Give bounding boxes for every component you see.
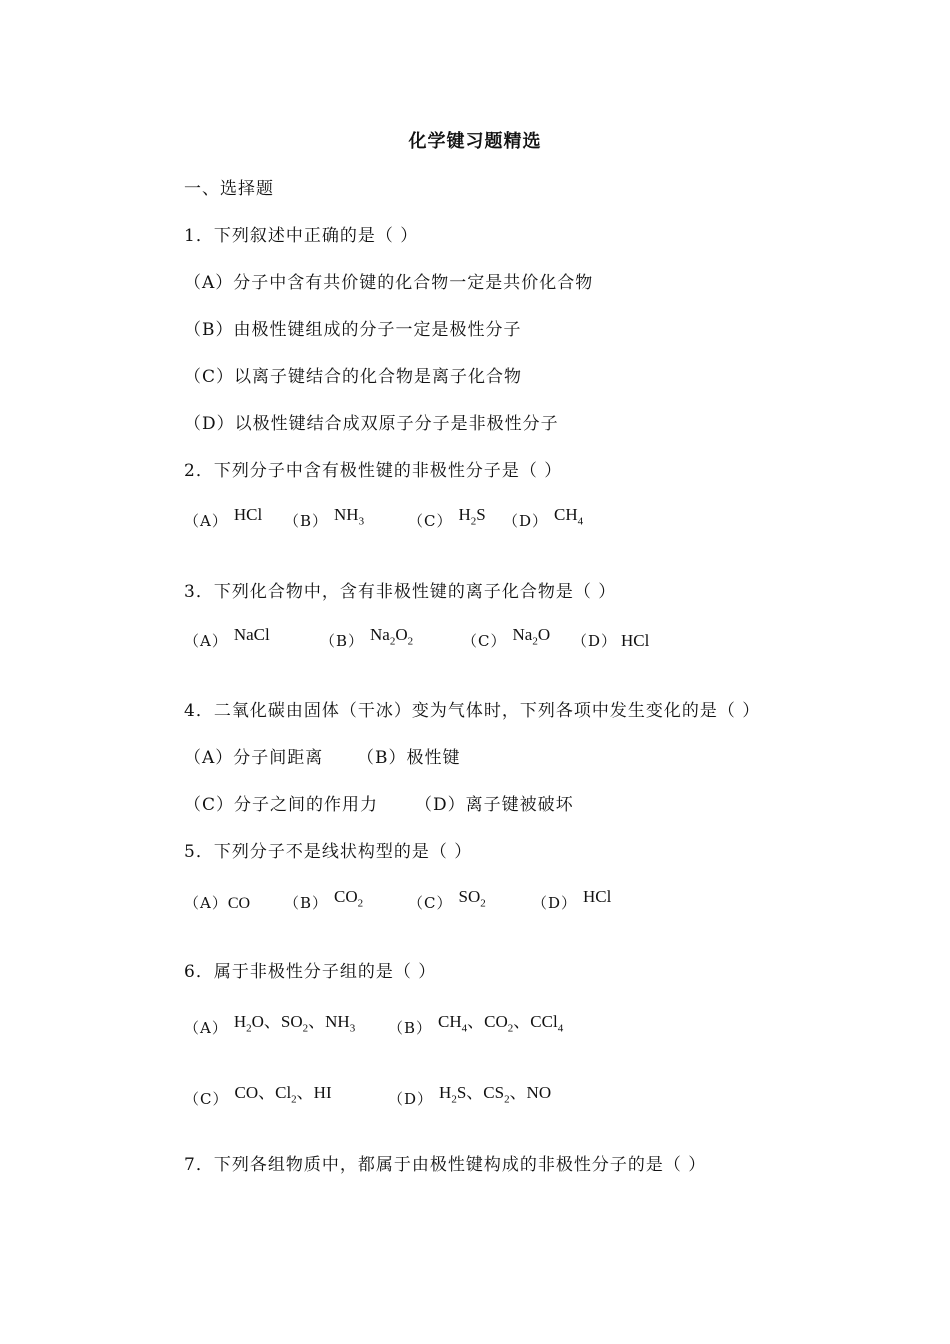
question-4-option-b: （B）极性键 [357,748,461,768]
question-2-option-a [184,505,263,531]
question-4-option-d: （D）离子键被破坏 [415,795,574,815]
option-label: （C） [408,512,453,530]
question-6-stem: 6．属于非极性分子组的是（ ） [184,962,437,982]
question-5-stem: 5．下列分子不是线状构型的是（ ） [184,842,473,862]
question-2-option-c [408,505,486,533]
question-5-option-b [284,887,364,915]
question-4-option-a: （A）分子间距离 [184,748,324,768]
formula: CO [227,895,251,912]
option-label: （A） [184,1019,228,1037]
formula: $H_2S$ [458,505,486,528]
option-label: （A） [184,512,228,530]
formula: NaCl [233,625,270,644]
question-3-option-a [184,625,270,651]
question-1-option-b: （B）由极性键组成的分子一定是极性分子 [184,320,522,340]
question-6-option-a [184,1013,355,1040]
question-3-option-b [320,625,414,653]
option-label: （B） [284,512,329,530]
question-3-option-c [462,625,551,653]
formula: CO、$Cl_2$、HI [234,1083,332,1106]
option-label: （A） [184,632,228,650]
formula: $CH_4$、$CO_2$、CCl$_4$ [438,1012,564,1035]
question-6-option-b [388,1013,563,1040]
question-4-option-c: （C）分子之间的作用力 [184,795,379,815]
question-5-option-d [532,887,612,913]
formula: $SO_2$ [458,887,486,910]
option-label: （C） [462,632,507,650]
question-4-stem: 4．二氧化碳由固体（干冰）变为气体时，下列各项中发生变化的是（ ） [184,701,761,721]
option-label: （C） [408,894,453,912]
option-label: （D） [532,894,578,912]
option-label: （B） [388,1019,433,1037]
formula: HCl [233,505,263,524]
question-2-stem: 2．下列分子中含有极性键的非极性分子是（ ） [184,461,563,481]
option-label: （B） [284,894,329,912]
formula: $Na_2O$ [512,625,551,648]
question-5-option-a [184,892,250,913]
option-label: （D） [572,632,618,650]
question-2-option-d [503,505,584,533]
question-5-option-c [408,887,486,915]
option-label: （A） [184,894,228,912]
formula: $H_2O$、$SO_2$、$NH_3$ [233,1012,356,1035]
option-label: （C） [184,1090,229,1108]
question-1-stem: 1．下列叙述中正确的是（ ） [184,226,419,246]
question-1-option-a: （A）分子中含有共价键的化合物一定是共价化合物 [184,273,594,293]
question-1-option-d: （D）以极性键结合成双原子分子是非极性分子 [184,414,559,434]
formula: HCl [621,631,650,650]
formula: $CH_4$ [554,505,584,528]
formula: $NH_3$ [334,505,365,528]
question-1-option-c: （C）以离子键结合的化合物是离子化合物 [184,367,523,387]
formula: HCl [583,887,612,906]
question-6-option-c [184,1084,332,1111]
formula: $CO_2$ [334,887,364,910]
question-2-option-b [284,505,365,533]
question-3-option-d [572,630,649,651]
formula: $H_2S$、$CS_2$、NO [439,1083,552,1106]
question-7-stem: 7．下列各组物质中，都属于由极性键构成的非极性分子的是（ ） [184,1155,707,1175]
question-6-option-d [388,1084,551,1111]
formula: $Na_2O_2$ [370,625,414,648]
section-heading: 一、选择题 [184,179,274,199]
option-label: （D） [388,1090,434,1108]
page-title: 化学键习题精选 [408,131,542,152]
option-label: （B） [320,632,365,650]
option-label: （D） [503,512,549,530]
question-3-stem: 3．下列化合物中，含有非极性键的离子化合物是（ ） [184,582,617,602]
